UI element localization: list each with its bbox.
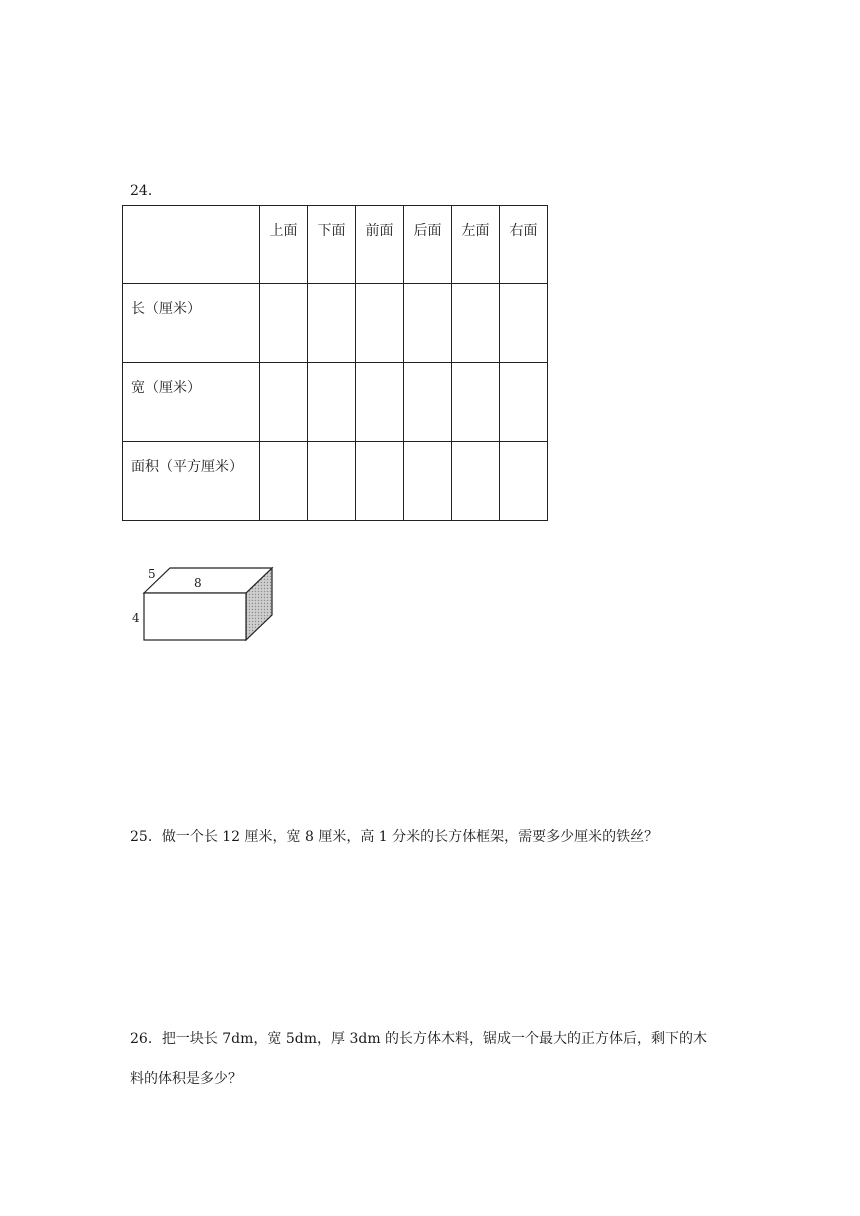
- answer-cell[interactable]: [356, 284, 404, 363]
- answer-cell[interactable]: [404, 284, 452, 363]
- question-26-line-1: 26．把一块长 7dm，宽 5dm，厚 3dm 的长方体木料，锯成一个最大的正方体后，剩下的木: [130, 1031, 708, 1047]
- question-25-text: 25．做一个长 12 厘米，宽 8 厘米，高 1 分米的长方体框架，需要多少厘米的铁丝？: [130, 829, 659, 845]
- answer-cell[interactable]: [308, 284, 356, 363]
- table-row-width: [123, 363, 548, 442]
- answer-cell[interactable]: [308, 363, 356, 442]
- answer-cell[interactable]: [500, 363, 548, 442]
- width-label: 5: [148, 567, 156, 581]
- answer-cell[interactable]: [500, 442, 548, 521]
- answer-cell[interactable]: [452, 442, 500, 521]
- answer-cell[interactable]: [356, 442, 404, 521]
- height-label: 4: [132, 611, 140, 625]
- answer-cell[interactable]: [404, 363, 452, 442]
- table-row-area: [123, 442, 548, 521]
- front-face: [144, 593, 246, 640]
- row-label-length: 长（厘米）: [123, 284, 260, 363]
- question-24-number: 24．: [130, 183, 162, 199]
- answer-cell[interactable]: [260, 363, 308, 442]
- answer-cell[interactable]: [308, 442, 356, 521]
- answer-cell[interactable]: [452, 363, 500, 442]
- faces-table: [122, 205, 548, 521]
- header-bottom: 下面: [308, 206, 356, 284]
- length-label: 8: [194, 576, 202, 590]
- header-left: 左面: [452, 206, 500, 284]
- answer-cell[interactable]: [260, 284, 308, 363]
- header-front: 前面: [356, 206, 404, 284]
- answer-cell[interactable]: [404, 442, 452, 521]
- header-right: 右面: [500, 206, 548, 284]
- cuboid-figure: [128, 560, 288, 650]
- question-26: [130, 1024, 730, 1094]
- header-top: 上面: [260, 206, 308, 284]
- table-corner-cell: [123, 206, 260, 284]
- answer-cell[interactable]: [260, 442, 308, 521]
- table-row-length: [123, 284, 548, 363]
- row-label-width: 宽（厘米）: [123, 363, 260, 442]
- question-26-line-2: 料的体积是多少？: [130, 1071, 242, 1087]
- answer-cell[interactable]: [452, 284, 500, 363]
- row-label-area: 面积（平方厘米）: [123, 442, 260, 521]
- table-header-row: [123, 206, 548, 284]
- header-back: 后面: [404, 206, 452, 284]
- answer-cell[interactable]: [356, 363, 404, 442]
- answer-cell[interactable]: [500, 284, 548, 363]
